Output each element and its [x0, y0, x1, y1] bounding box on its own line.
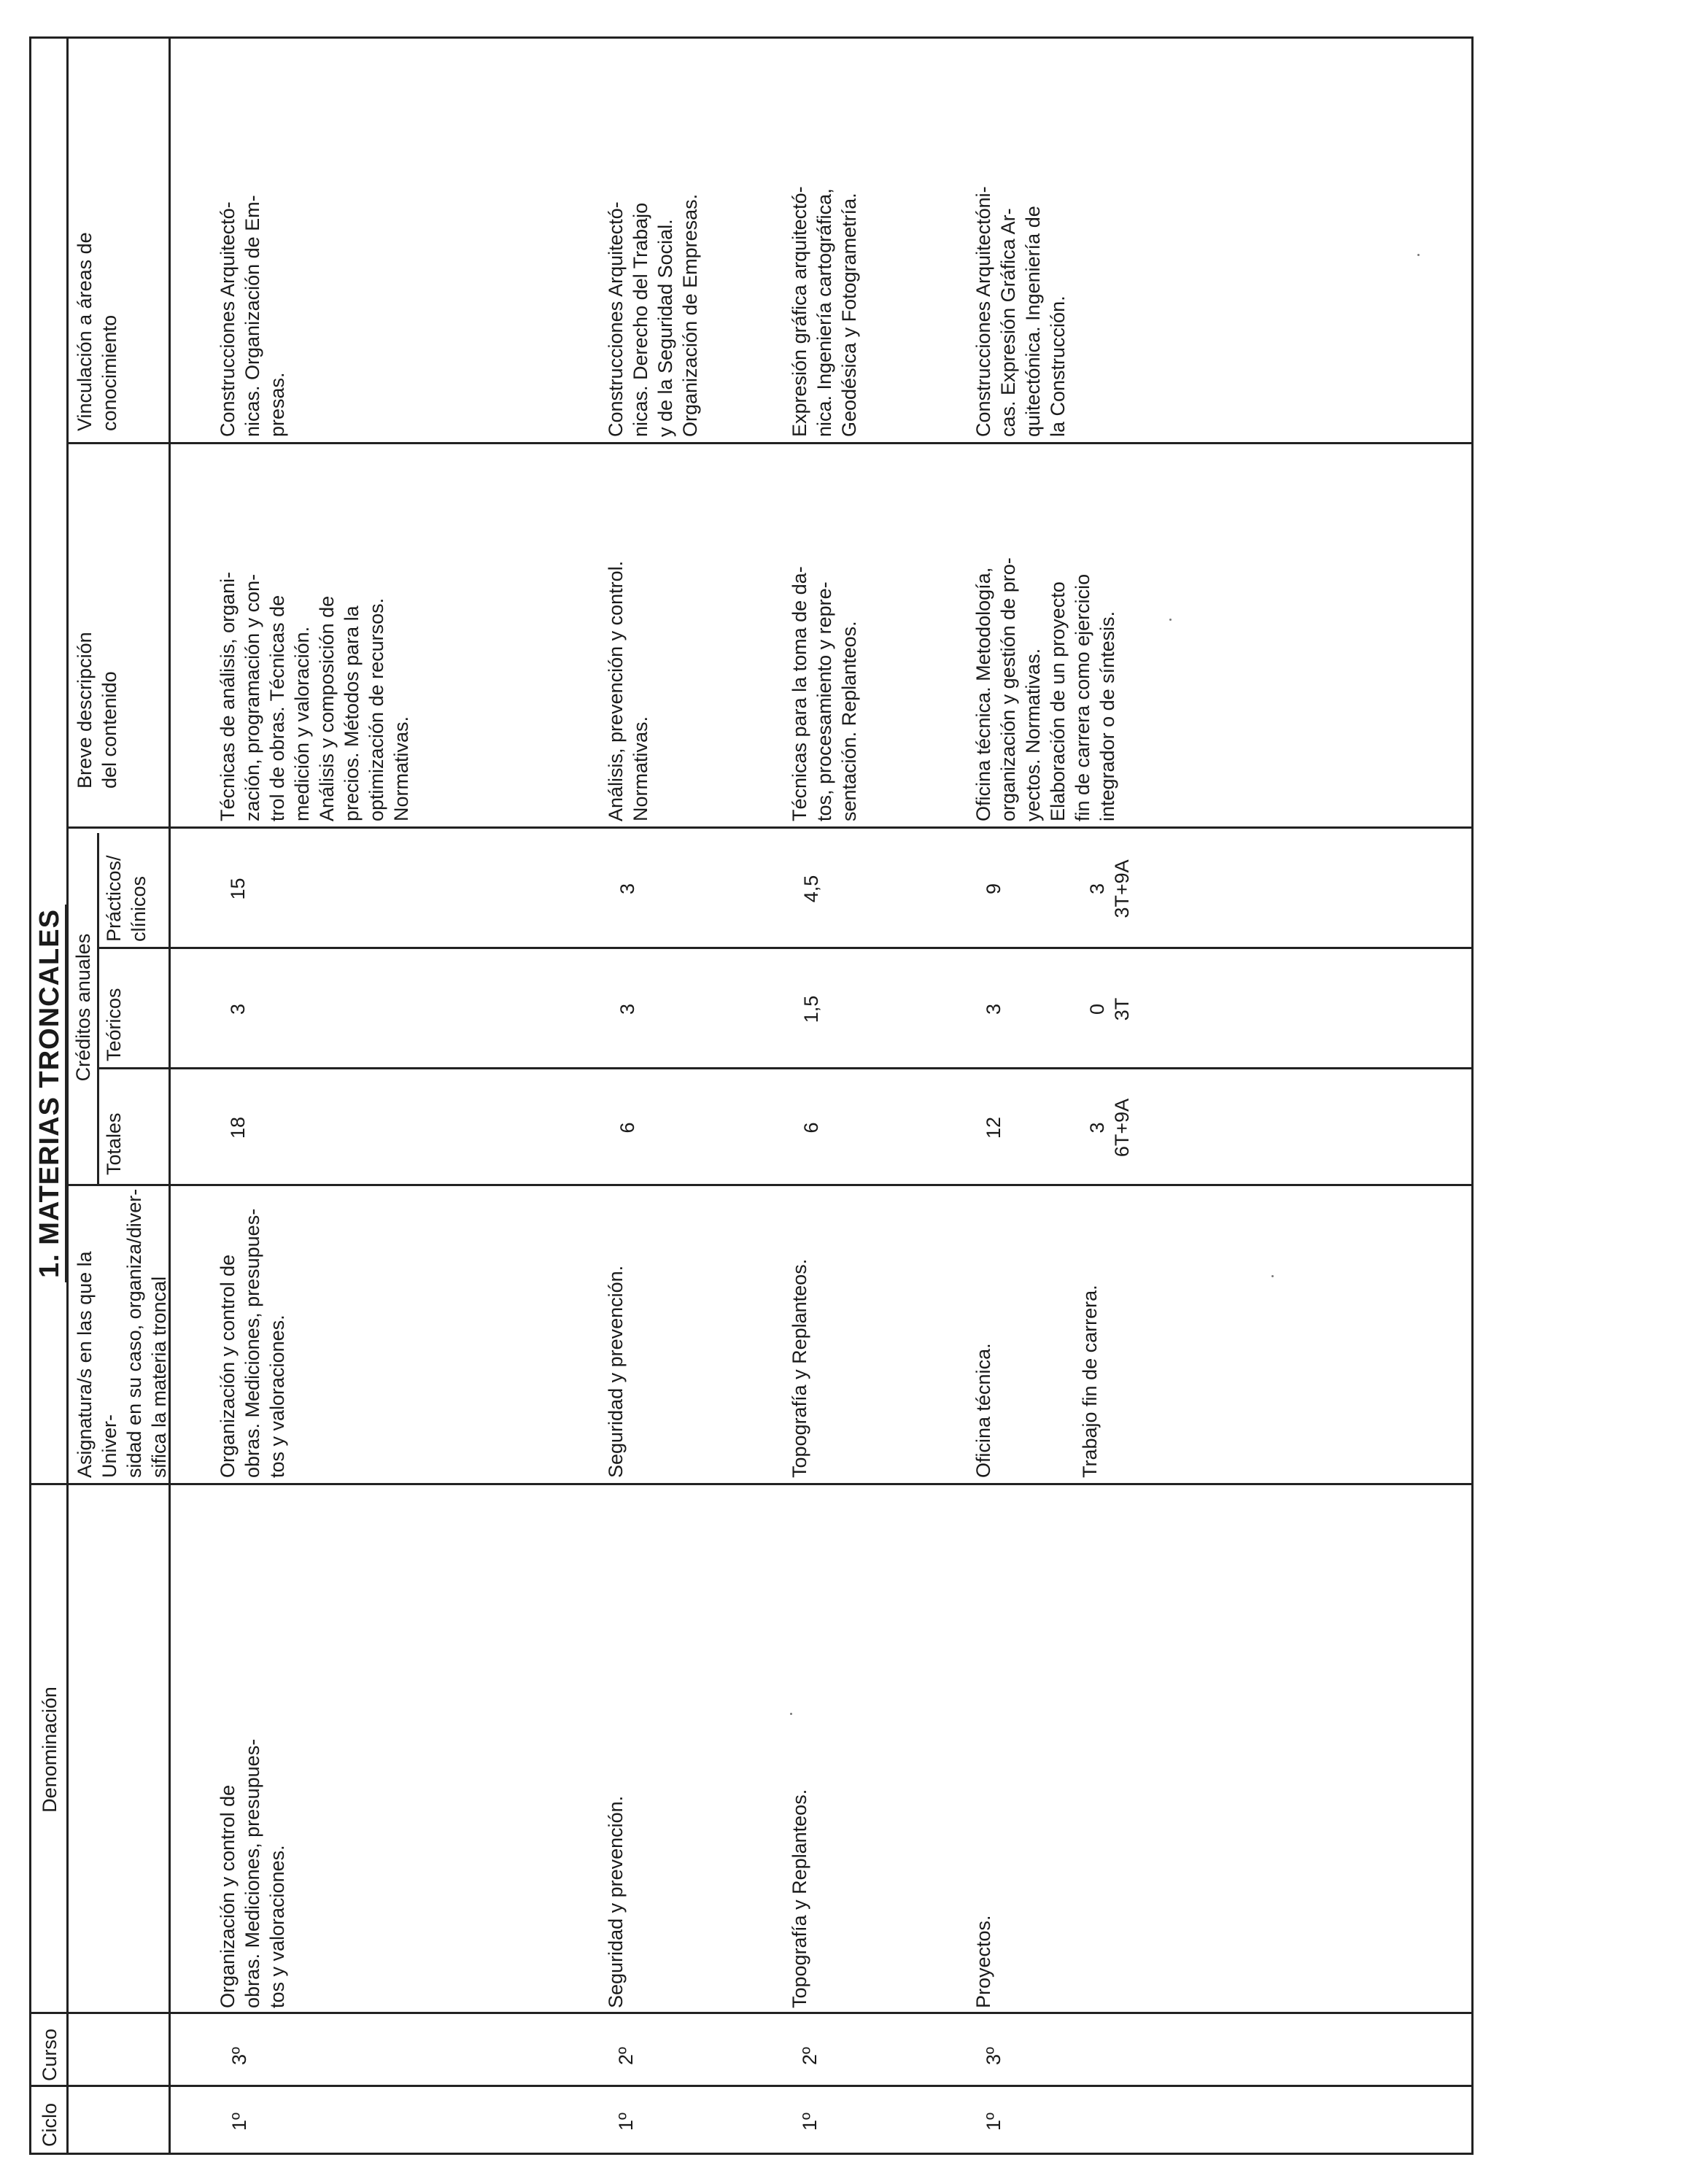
- column-divider: [31, 2012, 1471, 2014]
- row3-practicos: 4,5: [800, 875, 822, 903]
- row4-totales-a: 12: [983, 1116, 1004, 1139]
- row1-vinculacion: Construcciones Arquitectó- nicas. Organización de Em- presas.: [217, 195, 288, 437]
- row2-curso: 2º: [615, 2047, 637, 2065]
- row4-asignatura-a: Oficina técnica.: [972, 1343, 994, 1478]
- row4-teoricos-b-detail: 3T: [1111, 997, 1133, 1021]
- row2-teoricos: 3: [616, 1003, 638, 1015]
- row2-practicos: 3: [616, 883, 638, 895]
- row4-vinculacion: Construcciones Arquitectóni- cas. Expresión Gráfica Ar- quitectónica. Ingeniería de la Construcción.: [972, 186, 1069, 437]
- row4-practicos-b: 3: [1086, 883, 1108, 895]
- row3-curso: 2º: [799, 2047, 821, 2065]
- column-divider: [97, 947, 1471, 949]
- row4-teoricos-a: 3: [983, 1003, 1004, 1015]
- row3-vinculacion: Expresión gráfica arquitectó- nica. Ingeniería cartográfica, Geodésica y Fotogrametría.: [789, 186, 860, 437]
- row1-denominacion: Organización y control de obras. Mediciones, presupues- tos y valoraciones.: [217, 1738, 288, 2008]
- row1-teoricos: 3: [227, 1003, 249, 1015]
- row1-totales: 18: [227, 1116, 249, 1139]
- scan-speck: [1271, 1275, 1274, 1277]
- creditos-rule: [97, 833, 99, 1186]
- row4-totales-b-detail: 6T+9A: [1111, 1098, 1133, 1158]
- header-descripcion: Breve descripción del contenido: [74, 632, 120, 789]
- row2-denominacion: Seguridad y prevención.: [605, 1795, 627, 2008]
- troncales-table: [29, 36, 1474, 2155]
- row2-ciclo: 1º: [615, 2113, 637, 2131]
- header-denominacion: Denominación: [39, 1687, 61, 1813]
- section-title: 1. MATERIAS TRONCALES: [34, 34, 66, 2153]
- header-curso: Curso: [39, 2028, 61, 2081]
- row3-ciclo: 1º: [799, 2113, 821, 2131]
- header-creditos: Créditos anuales: [72, 933, 94, 1082]
- row3-teoricos: 1,5: [800, 995, 822, 1023]
- header-ciclo: Ciclo: [39, 2102, 61, 2147]
- row4-ciclo: 1º: [983, 2113, 1004, 2131]
- row4-denominacion: Proyectos.: [972, 1915, 994, 2008]
- row1-curso: 3º: [228, 2047, 250, 2065]
- row2-descripcion: Análisis, prevención y control. Normativas.: [605, 560, 651, 821]
- row1-descripcion: Técnicas de análisis, organi- zación, programación y con- trol de obras. Técnicas de medición y valoración. Análisis y composición de precios. Métodos para la optimización de recursos. Normativas.: [217, 571, 412, 821]
- row3-totales: 6: [800, 1122, 822, 1134]
- row2-vinculacion: Construcciones Arquitectó- nicas. Derecho del Trabajo y de la Seguridad Social. Organización de Empresas.: [605, 193, 701, 437]
- column-divider: [66, 1184, 1471, 1186]
- header-teoricos: Teóricos: [103, 988, 125, 1061]
- header-vinculacion: Vinculación a áreas de conocimiento: [74, 232, 120, 431]
- row1-ciclo: 1º: [228, 2113, 250, 2131]
- row2-totales: 6: [616, 1122, 638, 1134]
- row4-practicos-b-detail: 3T+9A: [1111, 859, 1133, 918]
- header-totales: Totales: [103, 1112, 125, 1175]
- row3-descripcion: Técnicas para la toma de da- tos, procesamiento y repre- sentación. Replanteos.: [789, 566, 860, 821]
- column-divider: [97, 1067, 1471, 1069]
- scan-speck: [1417, 254, 1420, 256]
- scan-speck: [1169, 619, 1172, 621]
- row3-denominacion: Topografía y Replanteos.: [789, 1789, 810, 2008]
- header-rule: [169, 39, 171, 2153]
- row4-curso: 3º: [983, 2047, 1004, 2065]
- row4-totales-b: 3: [1086, 1122, 1108, 1134]
- title-rule: [66, 39, 69, 2153]
- row3-asignatura: Topografía y Replanteos.: [789, 1258, 810, 1478]
- row4-descripcion: Oficina técnica. Metodología, organización y gestión de pro- yectos. Normativas. Elaboración de un proyecto fin de carrera como ejercicio integrador o de síntesis.: [972, 557, 1118, 821]
- row1-asignatura: Organización y control de obras. Mediciones, presupues- tos y valoraciones.: [217, 1208, 288, 1478]
- row2-asignatura: Seguridad y prevención.: [605, 1265, 627, 1478]
- column-divider: [66, 442, 1471, 444]
- header-practicos: Prácticos/ clínicos: [103, 855, 150, 942]
- column-divider: [66, 826, 1471, 829]
- header-asignaturas: Asignatura/s en las que la Univer- sidad en su caso, organiza/diver- sifica la materia troncal: [74, 1188, 170, 1478]
- row4-practicos-a: 9: [983, 883, 1004, 895]
- row1-practicos: 15: [227, 878, 249, 900]
- column-divider: [31, 2085, 1471, 2087]
- row4-teoricos-b: 0: [1086, 1003, 1108, 1015]
- column-divider: [31, 1483, 1471, 1485]
- row4-asignatura-b: Trabajo fin de carrera.: [1079, 1285, 1101, 1478]
- scan-speck: [790, 1713, 792, 1715]
